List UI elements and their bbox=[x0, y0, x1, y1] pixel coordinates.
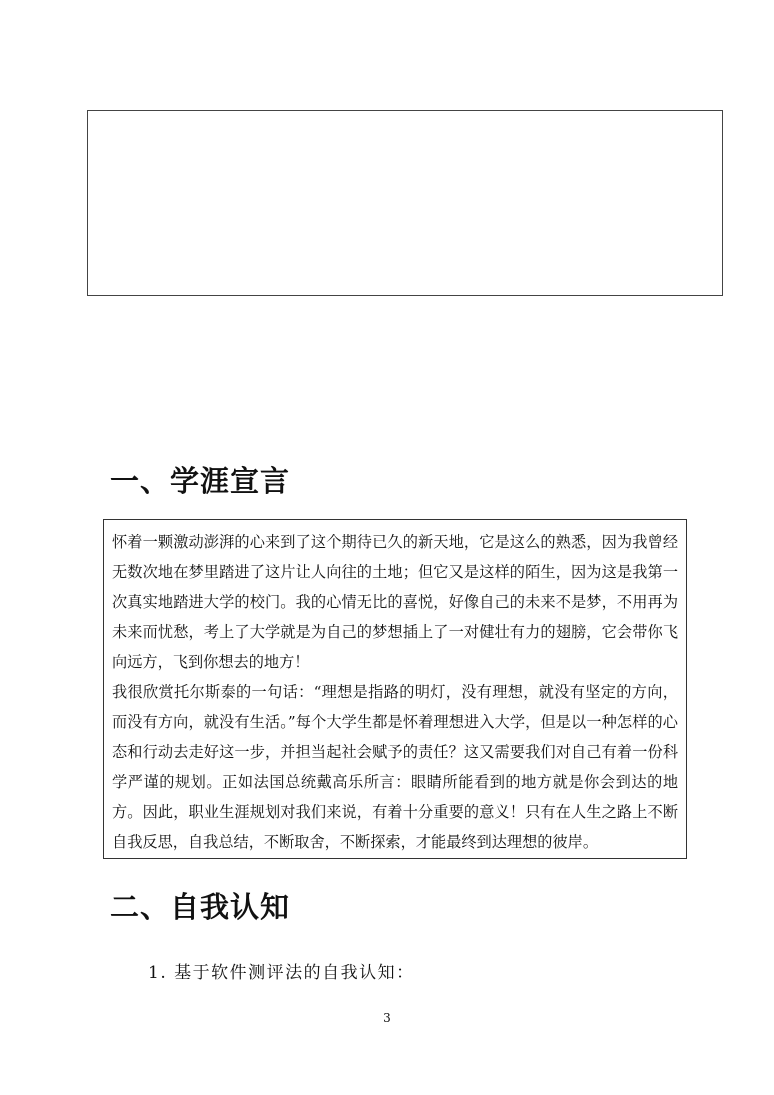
declaration-text-box bbox=[103, 519, 687, 859]
declaration-paragraph-1: 怀着一颗激动澎湃的心来到了这个期待已久的新天地，它是这么的熟悉，因为我曾经无数次地在梦里踏进了这片让人向往的土地；但它又是这样的陌生，因为这是我第一次真实地踏进大学的校门。我的心情无比的喜悦，好像自己的未来不是梦，不用再为未来而忧愁，考上了大学就是为自己的梦想插上了一对健壮有力的翅膀，它会带你飞向远方，飞到你想去的地方！ bbox=[112, 533, 678, 671]
declaration-paragraph-2: 我很欣赏托尔斯泰的一句话：“理想是指路的明灯，没有理想，就没有坚定的方向，而没有方向，就没有生活。”每个大学生都是怀着理想进入大学，但是以一种怎样的心态和行动去走好这一步，并担当起社会赋予的责任？这又需要我们对自己有着一份科学严谨的规划。正如法国总统戴高乐所言：眼睛所能看到的地方就是你会到达的地方。因此，职业生涯规划对我们来说，有着十分重要的意义！只有在人生之路上不断自我反思，自我总结，不断取舍，不断探索，才能最终到达理想的彼岸。 bbox=[112, 683, 678, 851]
section-heading-self-cognition: 二、自我认知 bbox=[110, 890, 291, 924]
subsection-heading: 1. 基于软件测评法的自我认知： bbox=[148, 963, 415, 983]
section-heading-career-declaration: 一、学涯宣言 bbox=[110, 464, 291, 498]
page-number: 3 bbox=[383, 1011, 391, 1025]
empty-frame bbox=[87, 110, 723, 296]
